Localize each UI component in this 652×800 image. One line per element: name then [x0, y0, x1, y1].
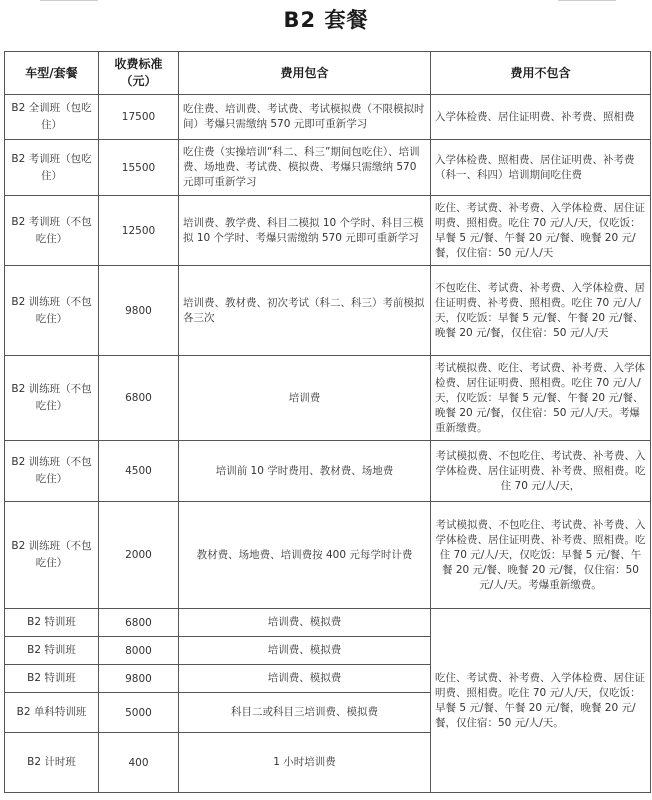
- row-fee: 9800: [99, 266, 179, 356]
- row-excluded: 考试模拟费、不包吃住、考试费、补考费、入学体检费、居住证明费、补考费、照相费。吃住 70 元/人/天，仅吃饭：早餐 5 元/餐、午餐 20 元/餐、晚餐 20 元/餐，仅住宿：50 元/人/天。考爆重新缴费。: [431, 502, 651, 609]
- row-fee: 17500: [99, 95, 179, 140]
- page-title: B2 套餐: [283, 8, 369, 32]
- table-row: [5, 95, 651, 140]
- top-divider-right: [558, 0, 616, 1]
- row-type: B2 考训班（包吃住）: [5, 140, 99, 196]
- row-type: B2 特训班: [5, 637, 99, 665]
- row-fee: 2000: [99, 502, 179, 609]
- row-excluded: 考试模拟费、不包吃住、考试费、补考费、入学体检费、居住证明费、补考费、照相费。吃住 70 元/人/天，: [431, 441, 651, 502]
- table-header-row: [5, 52, 651, 95]
- table-row: [5, 502, 651, 609]
- top-divider-left: [40, 0, 98, 1]
- row-type: B2 特训班: [5, 609, 99, 637]
- row-included: 培训费、模拟费: [179, 609, 431, 637]
- table-row: [5, 441, 651, 502]
- table-row: [5, 356, 651, 441]
- table-row: [5, 609, 651, 637]
- row-fee: 6800: [99, 609, 179, 637]
- row-included: 科目二或科目三培训费、模拟费: [179, 693, 431, 733]
- row-type: B2 训练班（不包吃住）: [5, 356, 99, 441]
- row-included: 教材费、场地费、培训费按 400 元每学时计费: [179, 502, 431, 609]
- row-included: 1 小时培训费: [179, 733, 431, 793]
- row-excluded: 入学体检费、居住证明费、补考费、照相费: [431, 95, 651, 140]
- row-fee: 8000: [99, 637, 179, 665]
- row-type: B2 计时班: [5, 733, 99, 793]
- header-excluded: 费用不包含: [431, 52, 651, 95]
- header-fee: 收费标准（元）: [99, 52, 179, 95]
- row-fee: 15500: [99, 140, 179, 196]
- row-type: B2 全训班（包吃住）: [5, 95, 99, 140]
- row-excluded: 考试模拟费、吃住、考试费、补考费、入学体检费、居住证明费、照相费。吃住 70 元/人/天，仅吃饭：早餐 5 元/餐、午餐 20 元/餐、晚餐 20 元/餐，仅住宿：50 元/人/天。考爆重新缴费。: [431, 356, 651, 441]
- header-included: 费用包含: [179, 52, 431, 95]
- row-excluded: 入学体检费、照相费、居住证明费、补考费（科一、科四）培训期间吃住费: [431, 140, 651, 196]
- row-included: 培训前 10 学时费用、教材费、场地费: [179, 441, 431, 502]
- row-fee: 6800: [99, 356, 179, 441]
- row-included: 吃住费、培训费、考试费、考试模拟费（不限模拟时间）考爆只需缴纳 570 元即可重新学习: [179, 95, 431, 140]
- row-excluded: 吃住、考试费、补考费、入学体检费、居住证明费、照相费。吃住 70 元/人/天，仅吃饭：早餐 5 元/餐、午餐 20 元/餐、晚餐 20 元/餐，仅住宿：50 元/人/天: [431, 196, 651, 266]
- row-included: 培训费、教学费、科目二模拟 10 个学时、科目三模拟 10 个学时、考爆只需缴纳 570 元即可重新学习: [179, 196, 431, 266]
- row-fee: 400: [99, 733, 179, 793]
- row-excluded: 不包吃住、考试费、补考费、入学体检费、居住证明费、补考费、照相费。吃住 70 元/人/天，仅吃饭：早餐 5 元/餐、午餐 20 元/餐、晚餐 20 元/餐，仅住宿：50 元/人/天: [431, 266, 651, 356]
- row-type: B2 训练班（不包吃住）: [5, 266, 99, 356]
- row-type: B2 单科特训班: [5, 693, 99, 733]
- header-type: 车型/套餐: [5, 52, 99, 95]
- row-fee: 4500: [99, 441, 179, 502]
- row-fee: 9800: [99, 665, 179, 693]
- row-fee: 5000: [99, 693, 179, 733]
- row-type: B2 考训班（不包吃住）: [5, 196, 99, 266]
- package-table: [4, 51, 651, 793]
- row-included: 培训费: [179, 356, 431, 441]
- row-included: 培训费、模拟费: [179, 637, 431, 665]
- row-included: 培训费、教材费、初次考试（科二、科三）考前模拟各三次: [179, 266, 431, 356]
- table-row: [5, 196, 651, 266]
- table-row: [5, 140, 651, 196]
- row-type: B2 训练班（不包吃住）: [5, 441, 99, 502]
- row-fee: 12500: [99, 196, 179, 266]
- row-included: 培训费、模拟费: [179, 665, 431, 693]
- row-included: 吃住费（实操培训“科二、科三”期间包吃住）、培训费、场地费、考试费、模拟费、考爆只需缴纳 570 元即可重新学习: [179, 140, 431, 196]
- shared-excluded-cell: 吃住、考试费、补考费、入学体检费、居住证明费、照相费。吃住 70 元/人/天，仅吃饭：早餐 5 元/餐、午餐 20 元/餐，晚餐 20 元/餐，仅住宿：50 元/人/天。: [431, 609, 651, 793]
- row-type: B2 特训班: [5, 665, 99, 693]
- row-type: B2 训练班（不包吃住）: [5, 502, 99, 609]
- table-row: [5, 266, 651, 356]
